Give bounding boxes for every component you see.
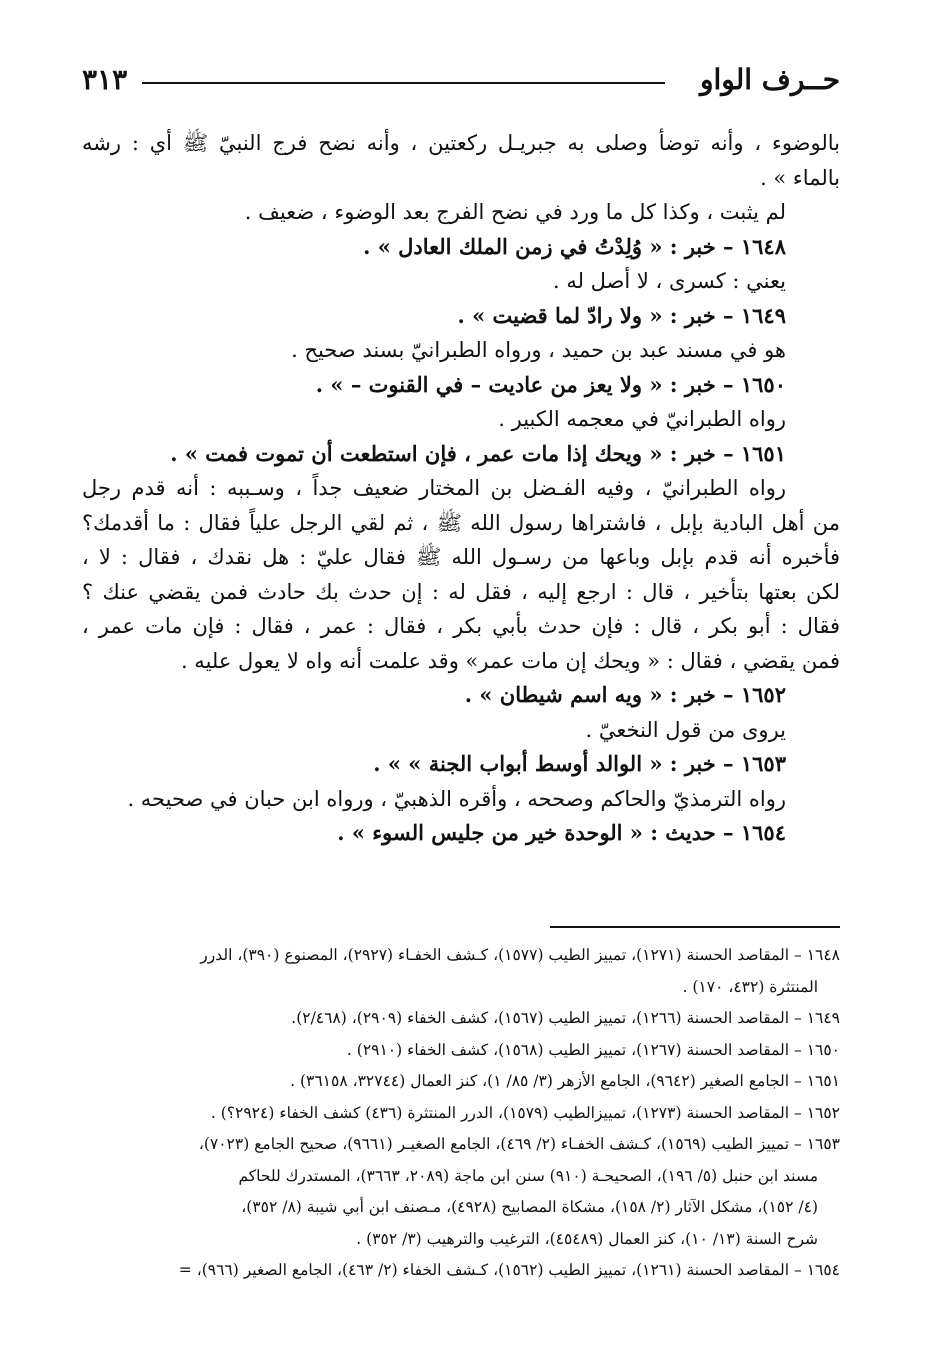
body-text-line: فقال : أبو بكر ، قال : فإن حدث بأبي بكر ، فقال : عمر ، فقال : فإن مات عمر ، xyxy=(82,614,840,638)
body-text-line: بالماء » . xyxy=(760,165,840,190)
footnote-line: مسند ابن حنبل (٥/ ١٩٦)، الصحيحـة (٩١٠) سنن ابن ماجة (٢٠٨٩، ٣٦٦٣)، المستدرك للحاكم xyxy=(238,1166,818,1185)
entry-heading-line: ١٦٥٣ – خبر : « الوالد أوسط أبواب الجنة » » . xyxy=(373,751,786,776)
body-text-line: يروى من قول النخعيّ . xyxy=(585,717,786,742)
footnote-line: ١٦٤٨ – المقاصد الحسنة (١٢٧١)، تمييز الطيب (١٥٧٧)، كـشف الخفـاء (٢٩٢٧)، المصنوع (٣٩٠)، الدرر xyxy=(200,946,840,964)
entry-heading-line: ١٦٥١ – خبر : « ويحك إذا مات عمر ، فإن استطعت أن تموت فمت » . xyxy=(170,440,786,466)
entry-heading-line: ١٦٥٠ – خبر : « ولا يعز من عاديت – في القنوت – » . xyxy=(315,371,786,397)
main-text xyxy=(82,126,840,851)
body-text-line: من أهل البادية بإبل ، فاشتراها رسول الله ﷺ ، ثم لقي الرجل علياً فقال : ما أقدمك؟ xyxy=(82,510,840,535)
footnote-line: ١٦٤٩ – المقاصد الحسنة (١٢٦٦)، تمييز الطيب (١٥٦٧)، كشف الخفاء (٢٩٠٩)، (٢/٤٦٨). xyxy=(291,1009,840,1027)
entry-heading-line: ١٦٥٢ – خبر : « ويه اسم شيطان » . xyxy=(464,682,786,707)
body-text-line: لم يثبت ، وكذا كل ما ورد في نضح الفرج بعد الوضوء ، ضعيف . xyxy=(244,200,786,224)
body-text-line: لكن بعتها بتأخير ، قال : ارجع إليه ، فقل له : إن حدث بك حادث فمن يقضي عنك ؟ xyxy=(82,579,840,604)
footnote-line: ١٦٥٤ – المقاصد الحسنة (١٢٦١)، تمييز الطيب (١٥٦٢)، كـشف الخفاء (٢/ ٤٦٣)، الجامع الصغير (٩٦٦)، = xyxy=(178,1261,840,1279)
footnote-line: ١٦٥٠ – المقاصد الحسنة (١٢٦٧)، تمييز الطيب (١٥٦٨)، كشف الخفاء (٢٩١٠) . xyxy=(346,1040,840,1059)
footnote-line: شرح السنة (١٣/ ١٠)، كنز العمال (٤٥٤٨٩)، الترغيب والترهيب (٣/ ٣٥٢) . xyxy=(356,1229,818,1248)
footnote-line: المنتثرة (٤٣٢، ١٧٠) . xyxy=(682,977,818,996)
chapter-title: حــرف الواو xyxy=(699,63,840,96)
body-text-line: فأخبره أنه قدم بإبل وباعها من رسـول الله ﷺ فقال عليّ : هل نقدك ، فقال : لا ، xyxy=(82,545,840,569)
footnote-line: ١٦٥١ – الجامع الصغير (٩٦٤٢)، الجامع الأزهر (٣/ ٨٥/ ١)، كنز العمال (٣٢٧٤٤، ٣٦١٥٨) . xyxy=(290,1072,840,1090)
body-text-line: رواه الطبرانيّ في معجمه الكبير . xyxy=(498,407,786,431)
body-text-line: رواه الطبرانيّ ، وفيه الفـضل بن المختار ضعيف جداً ، وسـببه : أنه قدم رجل xyxy=(82,476,786,500)
footnote-line: ١٦٥٢ – المقاصد الحسنة (١٢٧٣)، تمييزالطيب (١٥٧٩)، الدرر المنتثرة (٤٣٦) كشف الخفاء (٢٩٢٤؟) . xyxy=(210,1103,840,1122)
header-rule xyxy=(142,82,665,84)
body-text-line: هو في مسند عبد بن حميد ، ورواه الطبرانيّ بسند صحيح . xyxy=(291,338,786,362)
entry-heading-line: ١٦٤٨ – خبر : « وُلِدْتُ في زمن الملك العادل » . xyxy=(363,233,786,259)
page-number: ٣١٣ xyxy=(82,63,128,96)
footnote-separator xyxy=(550,926,840,928)
body-text-line: رواه الترمذيّ والحاكم وصححه ، وأقره الذهبيّ ، ورواه ابن حبان في صحيحه . xyxy=(127,786,786,811)
footnote-line: ١٦٥٣ – تمييز الطيب (١٥٦٩)، كـشف الخفـاء (٢/ ٤٦٩)، الجامع الصغيـر (٩٦٦١)، صحيح الجامع (٧٠٢٣)، xyxy=(198,1135,840,1153)
footnote-line: (٤/ ١٥٢)، مشكل الآثار (٢/ ١٥٨)، مشكاة المصابيح (٤٩٢٨)، مـصنف ابن أبي شيبة (٨/ ٣٥٢)، xyxy=(241,1198,818,1216)
running-header xyxy=(82,60,840,100)
body-text-line: فمن يقضي ، فقال : « ويحك إن مات عمر» وقد علمت أنه واه لا يعول عليه . xyxy=(180,648,840,673)
entry-heading-line: ١٦٥٤ – حديث : « الوحدة خير من جليس السوء » . xyxy=(337,820,786,845)
body-text-line: يعني : كسرى ، لا أصل له . xyxy=(552,269,786,293)
footnotes xyxy=(82,940,840,1287)
entry-heading-line: ١٦٤٩ – خبر : « ولا رادّ لما قضيت » . xyxy=(457,302,786,328)
body-text-line: بالوضوء ، وأنه توضأ وصلى به جبريـل ركعتين ، وأنه نضح فرج النبيّ ﷺ أي : رشه xyxy=(82,131,840,155)
